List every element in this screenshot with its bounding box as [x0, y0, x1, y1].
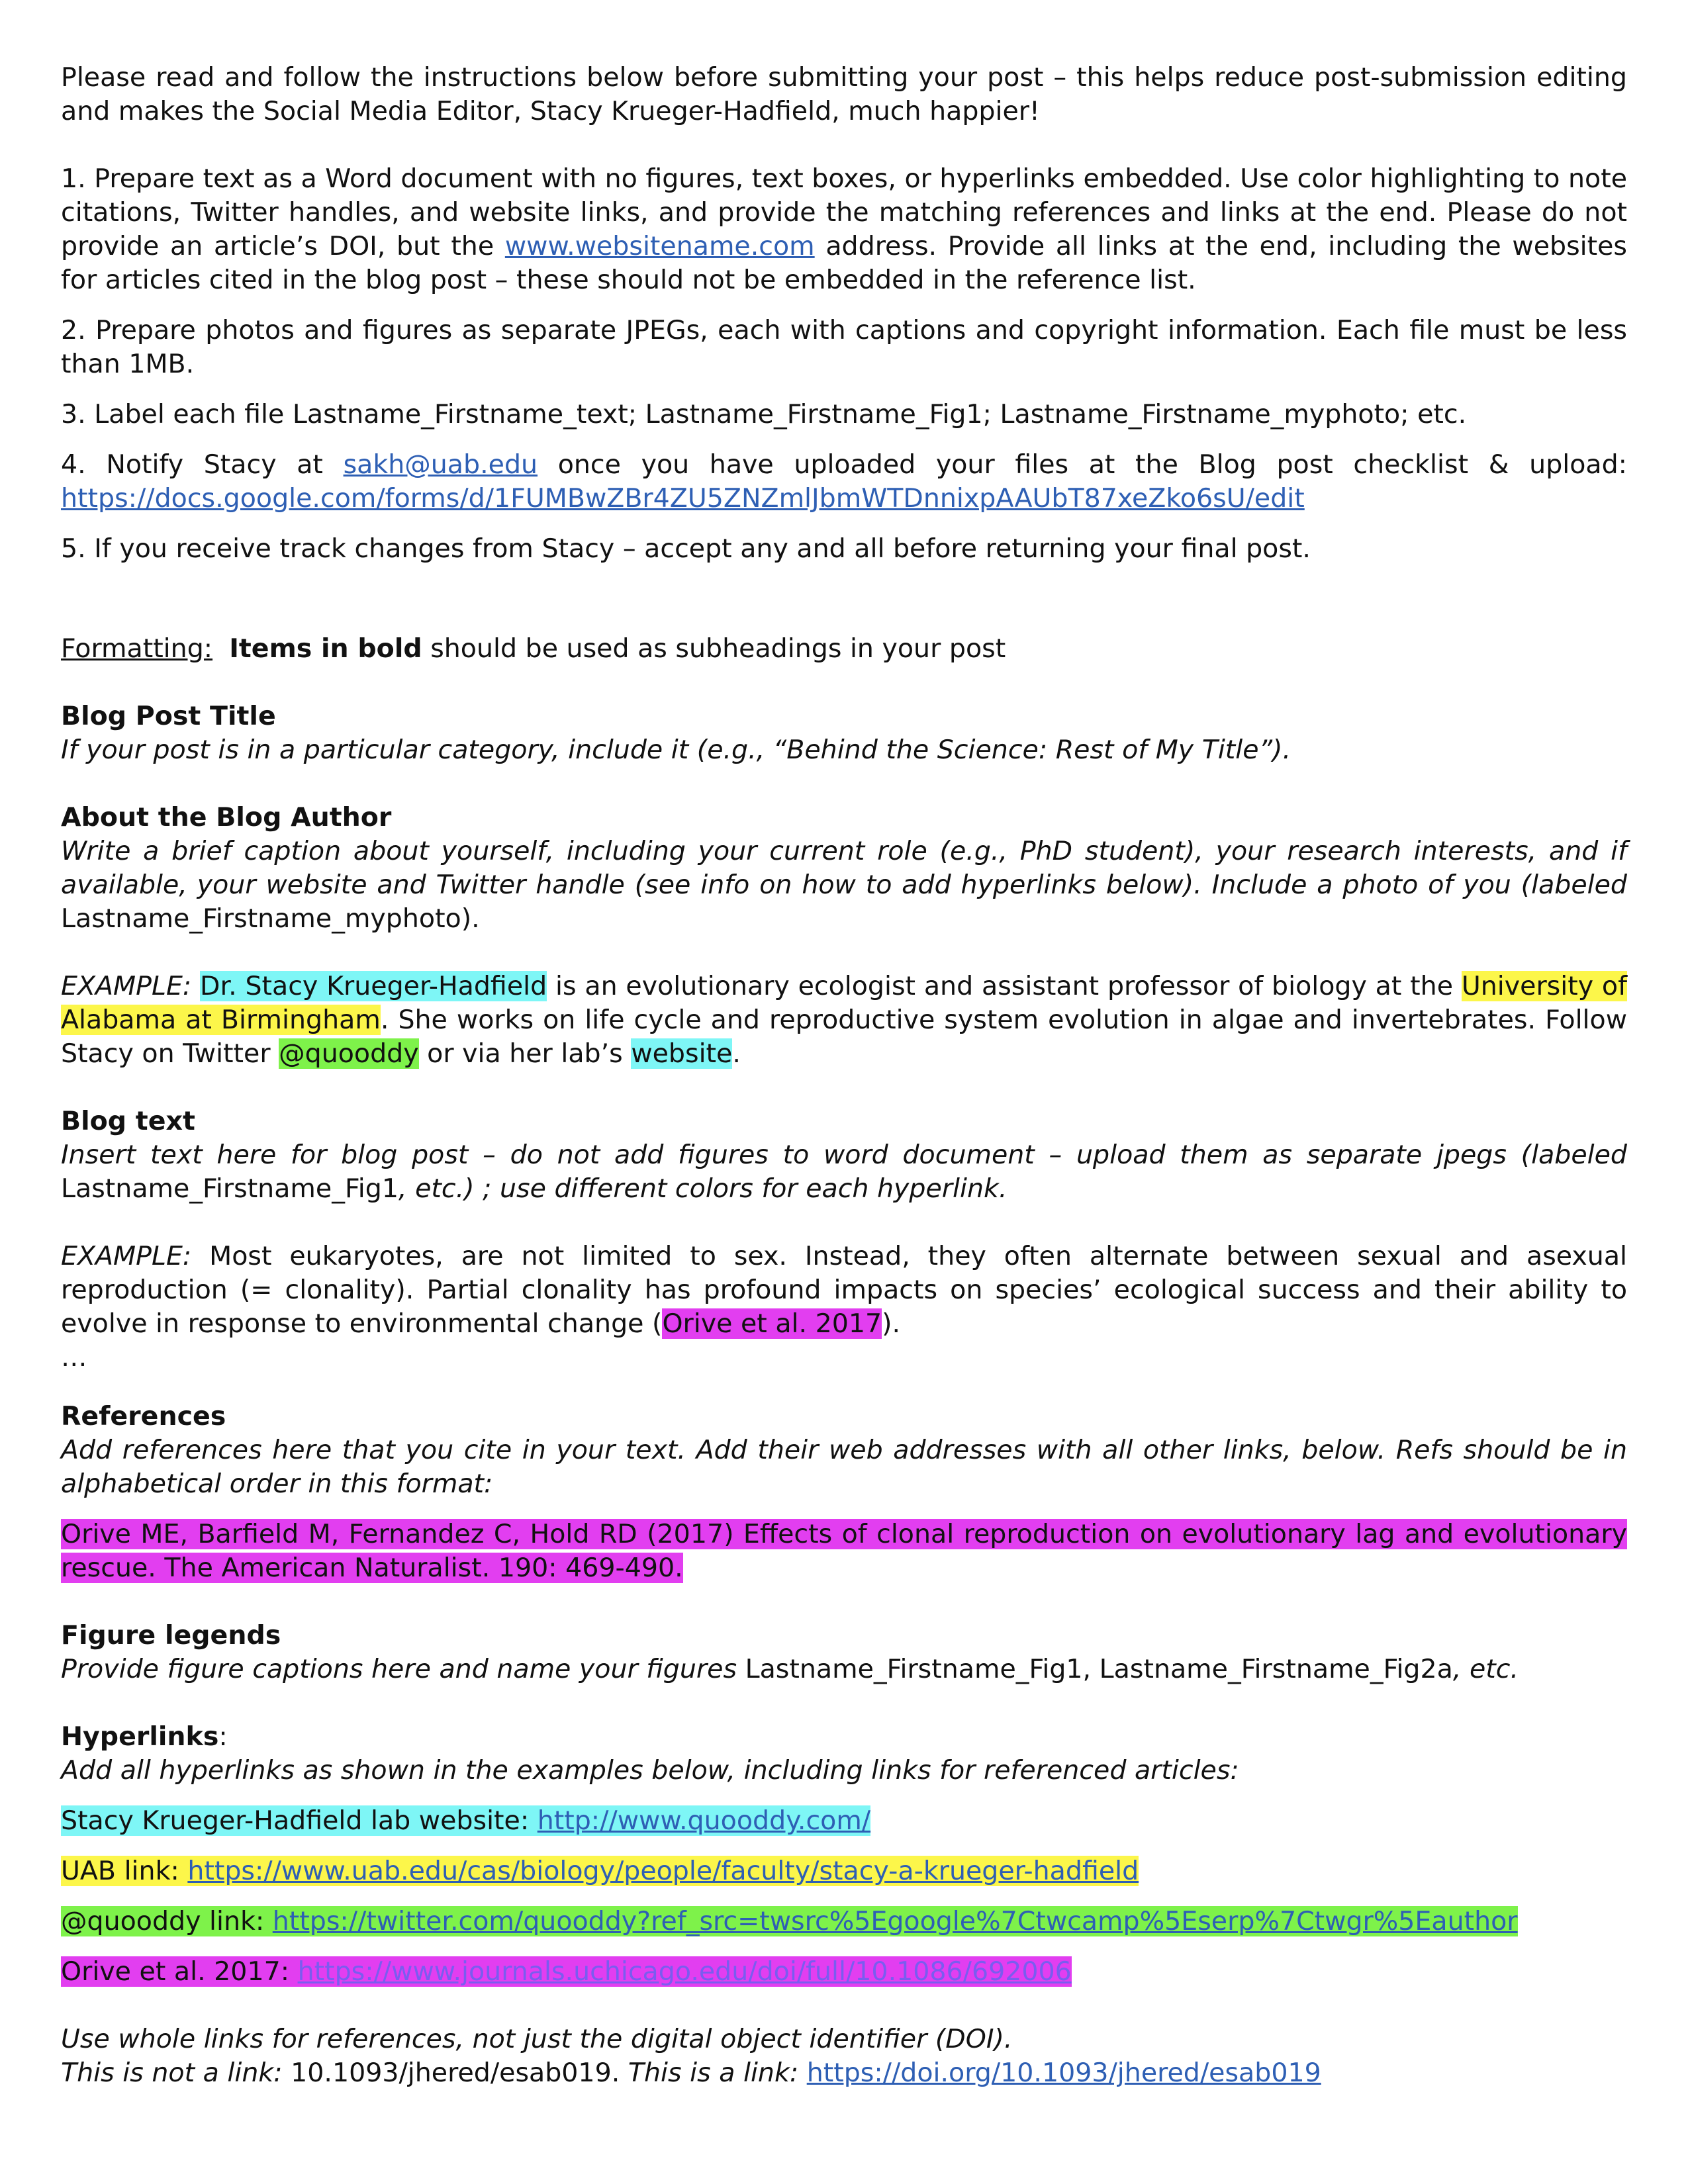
step-1: 1. Prepare text as a Word document with no figures, text boxes, or hyperlinks embedded. Use color highlighting to note citations, Twitter handles, and website links, and provide the matching references and links at the end. Please do not provide an article’s DOI, but the www.websitename.com address. Provide all links at the end, including the websites for articles cited in the blog post – these should not be embedded in the reference list.: [61, 163, 1627, 295]
twitter-link[interactable]: https://twitter.com/quooddy?ref_src=twsrc%5Egoogle%7Ctwcamp%5Eserp%7Ctwgr%5Eauthor: [272, 1906, 1518, 1936]
references-heading: References: [61, 1401, 226, 1432]
document-page: [61, 61, 1627, 2090]
about-heading: About the Blog Author: [61, 802, 392, 833]
upload-form-link[interactable]: https://docs.google.com/forms/d/1FUMBwZBr4ZU5ZNZmlJbmWTDnnixpAAUbT87xeZko6sU/edit: [61, 483, 1305, 514]
formatting-note: Formatting: Items in bold should be used as subheadings in your post: [61, 633, 1006, 664]
citation-highlight: Orive et al. 2017: [662, 1308, 882, 1339]
uab-link[interactable]: https://www.uab.edu/cas/biology/people/faculty/stacy-a-krueger-hadfield: [187, 1856, 1139, 1886]
step-4: 4. Notify Stacy at sakh@uab.edu once you have uploaded your files at the Blog post checklist & upload: https://docs.google.com/forms/d/1FUMBwZBr4ZU5ZNZmlJbmWTDnnixpAAUbT87xeZko6sU/edit: [61, 449, 1627, 514]
hyperlink-uab: UAB link: https://www.uab.edu/cas/biology/people/faculty/stacy-a-krueger-hadfield: [61, 1856, 1139, 1886]
step-2: 2. Prepare photos and figures as separate JPEGs, each with captions and copyright information. Each file must be less than 1MB.: [61, 315, 1627, 379]
about-instruction: Write a brief caption about yourself, including your current role (e.g., PhD student), your research interests, and if available, your website and Twitter handle (see info on how to add hyperlinks below). Include a photo of you (labeled Lastname_Firstname_myphoto).: [61, 836, 1627, 934]
website-highlight: website: [631, 1038, 733, 1069]
reference-entry: Orive ME, Barfield M, Fernandez C, Hold RD (2017) Effects of clonal reproduction on evolutionary lag and evolutionary rescue. The American Naturalist. 190: 469-490.: [61, 1519, 1627, 1583]
hyperlink-lab-website: Stacy Krueger-Hadfield lab website: http://www.quooddy.com/: [61, 1805, 871, 1836]
blog-text-heading: Blog text: [61, 1106, 195, 1136]
hyperlink-orive: Orive et al. 2017: https://www.journals.uchicago.edu/doi/full/10.1086/692006: [61, 1956, 1072, 1987]
doi-link[interactable]: https://doi.org/10.1093/jhered/esab019: [806, 2058, 1321, 2088]
blog-text-instruction: Insert text here for blog post – do not add figures to word document – upload them as separate jpegs (labeled Lastname_Firstname_Fig1, etc.) ; use different colors for each hyperlink.: [61, 1140, 1627, 1204]
websitename-link[interactable]: www.websitename.com: [504, 231, 815, 261]
hyperlink-twitter: @quooddy link: https://twitter.com/quooddy?ref_src=twsrc%5Egoogle%7Ctwcamp%5Eserp%7Ctwgr%5Eauthor: [61, 1906, 1518, 1936]
orive-article-link[interactable]: https://www.journals.uchicago.edu/doi/full/10.1086/692006: [297, 1956, 1072, 1987]
lab-website-link[interactable]: http://www.quooddy.com/: [537, 1805, 871, 1836]
blog-text-example: EXAMPLE: Most eukaryotes, are not limited to sex. Instead, they often alternate between sexual and asexual reproduction (= clonality). Partial clonality has profound impacts on species’ ecological success and their ability to evolve in response to environmental change (Orive et al. 2017).: [61, 1241, 1627, 1339]
blog-title-heading: Blog Post Title: [61, 701, 276, 731]
figure-legends-heading: Figure legends: [61, 1620, 281, 1651]
step-3: 3. Label each file Lastname_Firstname_text; Lastname_Firstname_Fig1; Lastname_Firstname_myphoto; etc.: [61, 399, 1467, 430]
footer-note-1: Use whole links for references, not just the digital object identifier (DOI).: [61, 2024, 1013, 2054]
email-link[interactable]: sakh@uab.edu: [343, 449, 538, 480]
formatting-label: Formatting:: [61, 633, 213, 664]
university-highlight: University of Alabama at Birmingham: [61, 971, 1627, 1035]
ellipsis: …: [61, 1342, 87, 1373]
references-instruction: Add references here that you cite in your text. Add their web addresses with all other links, below. Refs should be in alphabetical order in this format:: [61, 1435, 1627, 1499]
author-name-highlight: Dr. Stacy Krueger-Hadfield: [200, 971, 547, 1001]
twitter-handle-highlight: @quooddy: [279, 1038, 419, 1069]
blog-title-instruction: If your post is in a particular category, include it (e.g., “Behind the Science: Rest of My Title”).: [61, 735, 1291, 765]
about-example: EXAMPLE: Dr. Stacy Krueger-Hadfield is an evolutionary ecologist and assistant professor of biology at the University of Alabama at Birmingham. She works on life cycle and reproductive system evolution in algae and invertebrates. Follow Stacy on Twitter @quooddy or via her lab’s website.: [61, 971, 1627, 1069]
hyperlinks-instruction: Add all hyperlinks as shown in the examples below, including links for referenced articles:: [61, 1755, 1239, 1786]
hyperlinks-heading: Hyperlinks:: [61, 1721, 228, 1752]
figure-legends-instruction: Provide figure captions here and name your figures Lastname_Firstname_Fig1, Lastname_Firstname_Fig2a, etc.: [61, 1654, 1519, 1684]
intro-paragraph: Please read and follow the instructions below before submitting your post – this helps reduce post-submission editing and makes the Social Media Editor, Stacy Krueger-Hadfield, much happier!: [61, 62, 1627, 126]
footer-note-2: This is not a link: 10.1093/jhered/esab019. This is a link: https://doi.org/10.1093/jhered/esab019: [61, 2058, 1321, 2088]
step-5: 5. If you receive track changes from Stacy – accept any and all before returning your final post.: [61, 533, 1311, 564]
